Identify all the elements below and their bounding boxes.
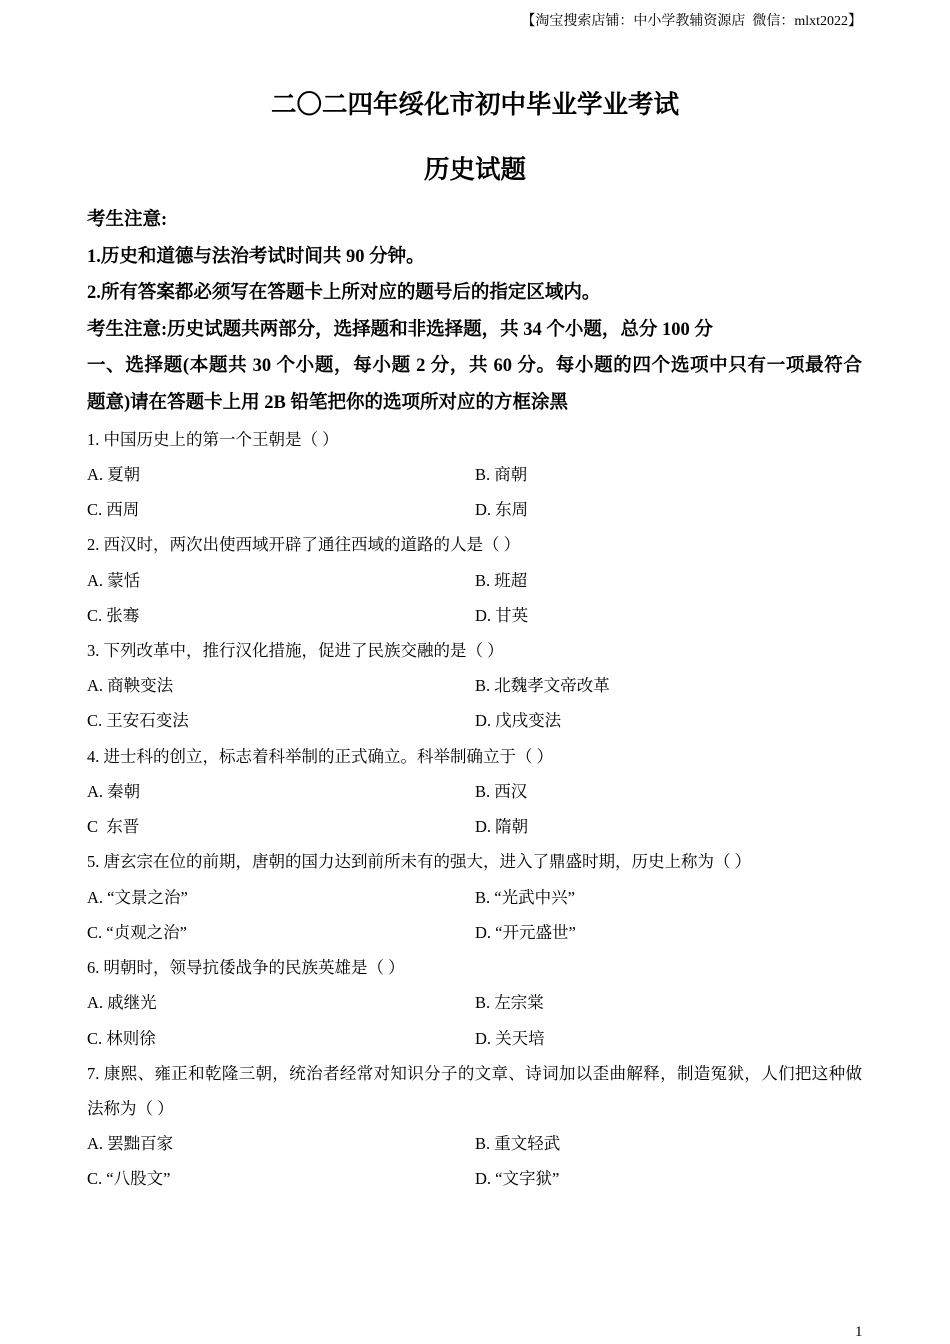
option-row [87, 1161, 877, 1196]
option-a: A. 蒙恬 [87, 570, 141, 590]
question-2 [87, 527, 877, 633]
option-d: D. 东周 [475, 500, 529, 520]
question-stem-continued: 法称为（ ） [87, 1099, 174, 1119]
question-stem: 7. 康熙、雍正和乾隆三朝，统治者经常对知识分子的文章、诗词加以歪曲解释，制造冤狱，人们把这种做 [87, 1063, 862, 1083]
option-b: B. 班超 [475, 570, 528, 590]
option-row [87, 668, 877, 703]
option-a: A. 罢黜百家 [87, 1134, 174, 1154]
option-a: A. 戚继光 [87, 993, 157, 1013]
option-row [87, 492, 877, 527]
note-heading: 考生注意: [87, 210, 168, 230]
shop-notice-header: 【淘宝搜索店铺：中小学教辅资源店 微信：mlxt2022】 [521, 14, 862, 29]
exam-subtitle: 历史试题 [423, 155, 526, 184]
option-row [87, 774, 877, 809]
option-row [87, 809, 877, 844]
question-6 [87, 950, 877, 1056]
option-d: D. “文字狱” [475, 1169, 560, 1189]
option-d: D. 关天培 [475, 1028, 545, 1048]
option-c: C. “贞观之治” [87, 922, 187, 942]
option-row [87, 563, 877, 598]
option-b: B. 左宗棠 [475, 993, 544, 1013]
option-c: C. 林则徐 [87, 1028, 156, 1048]
section-instruction: 题意)请在答题卡上用 2B 铅笔把你的选项所对应的方框涂黑 [87, 392, 569, 413]
note-line: 1.历史和道德与法治考试时间共 90 分钟。 [87, 246, 425, 267]
option-a: A. 商鞅变法 [87, 676, 174, 696]
option-d: D. “开元盛世” [475, 922, 576, 942]
question-4 [87, 739, 877, 845]
option-a: A. “文景之治” [87, 887, 188, 907]
exam-title: 二〇二四年绥化市初中毕业学业考试 [270, 90, 679, 119]
question-3 [87, 633, 877, 739]
question-stem: 4. 进士科的创立，标志着科举制的正式确立。科举制确立于（ ） [87, 746, 554, 766]
option-row [87, 703, 877, 738]
section-instruction: 一、选择题(本题共 30 个小题，每小题 2 分，共 60 分。每小题的四个选项中只有一项最符合 [87, 356, 862, 377]
exam-content [87, 202, 877, 1197]
option-d: D. 甘英 [475, 605, 529, 625]
question-1 [87, 422, 877, 528]
option-row [87, 598, 877, 633]
option-row [87, 457, 877, 492]
note-line: 2.所有答案都必须写在答题卡上所对应的题号后的指定区域内。 [87, 283, 601, 304]
option-row [87, 915, 877, 950]
question-7 [87, 1056, 877, 1197]
option-a: A. 夏朝 [87, 464, 141, 484]
option-d: D. 隋朝 [475, 817, 529, 837]
question-stem: 2. 西汉时，两次出使西域开辟了通往西域的道路的人是（ ） [87, 535, 521, 555]
question-stem: 6. 明朝时，领导抗倭战争的民族英雄是（ ） [87, 958, 405, 978]
option-c: C. 王安石变法 [87, 711, 189, 731]
option-row [87, 880, 877, 915]
question-stem: 5. 唐玄宗在位的前期，唐朝的国力达到前所未有的强大，进入了鼎盛时期，历史上称为（ ） [87, 852, 752, 872]
notes-section [87, 202, 877, 422]
option-b: B. 北魏孝文帝改革 [475, 676, 610, 696]
option-a: A. 秦朝 [87, 781, 141, 801]
question-5 [87, 844, 877, 950]
option-c: C. 西周 [87, 500, 140, 520]
option-b: B. 重文轻武 [475, 1134, 561, 1154]
option-b: B. “光武中兴” [475, 887, 575, 907]
option-c: C 东晋 [87, 817, 140, 837]
option-c: C. “八股文” [87, 1169, 171, 1189]
page-number: 1 [855, 1324, 863, 1340]
option-row [87, 1021, 877, 1056]
question-stem: 1. 中国历史上的第一个王朝是（ ） [87, 429, 339, 449]
option-row [87, 1126, 877, 1161]
option-c: C. 张骞 [87, 605, 140, 625]
option-row [87, 985, 877, 1020]
option-d: D. 戊戌变法 [475, 711, 562, 731]
option-b: B. 西汉 [475, 781, 528, 801]
option-b: B. 商朝 [475, 464, 528, 484]
note-line: 考生注意:历史试题共两部分，选择题和非选择题，共 34 个小题，总分 100 分 [87, 319, 713, 340]
question-stem: 3. 下列改革中，推行汉化措施，促进了民族交融的是（ ） [87, 640, 504, 660]
